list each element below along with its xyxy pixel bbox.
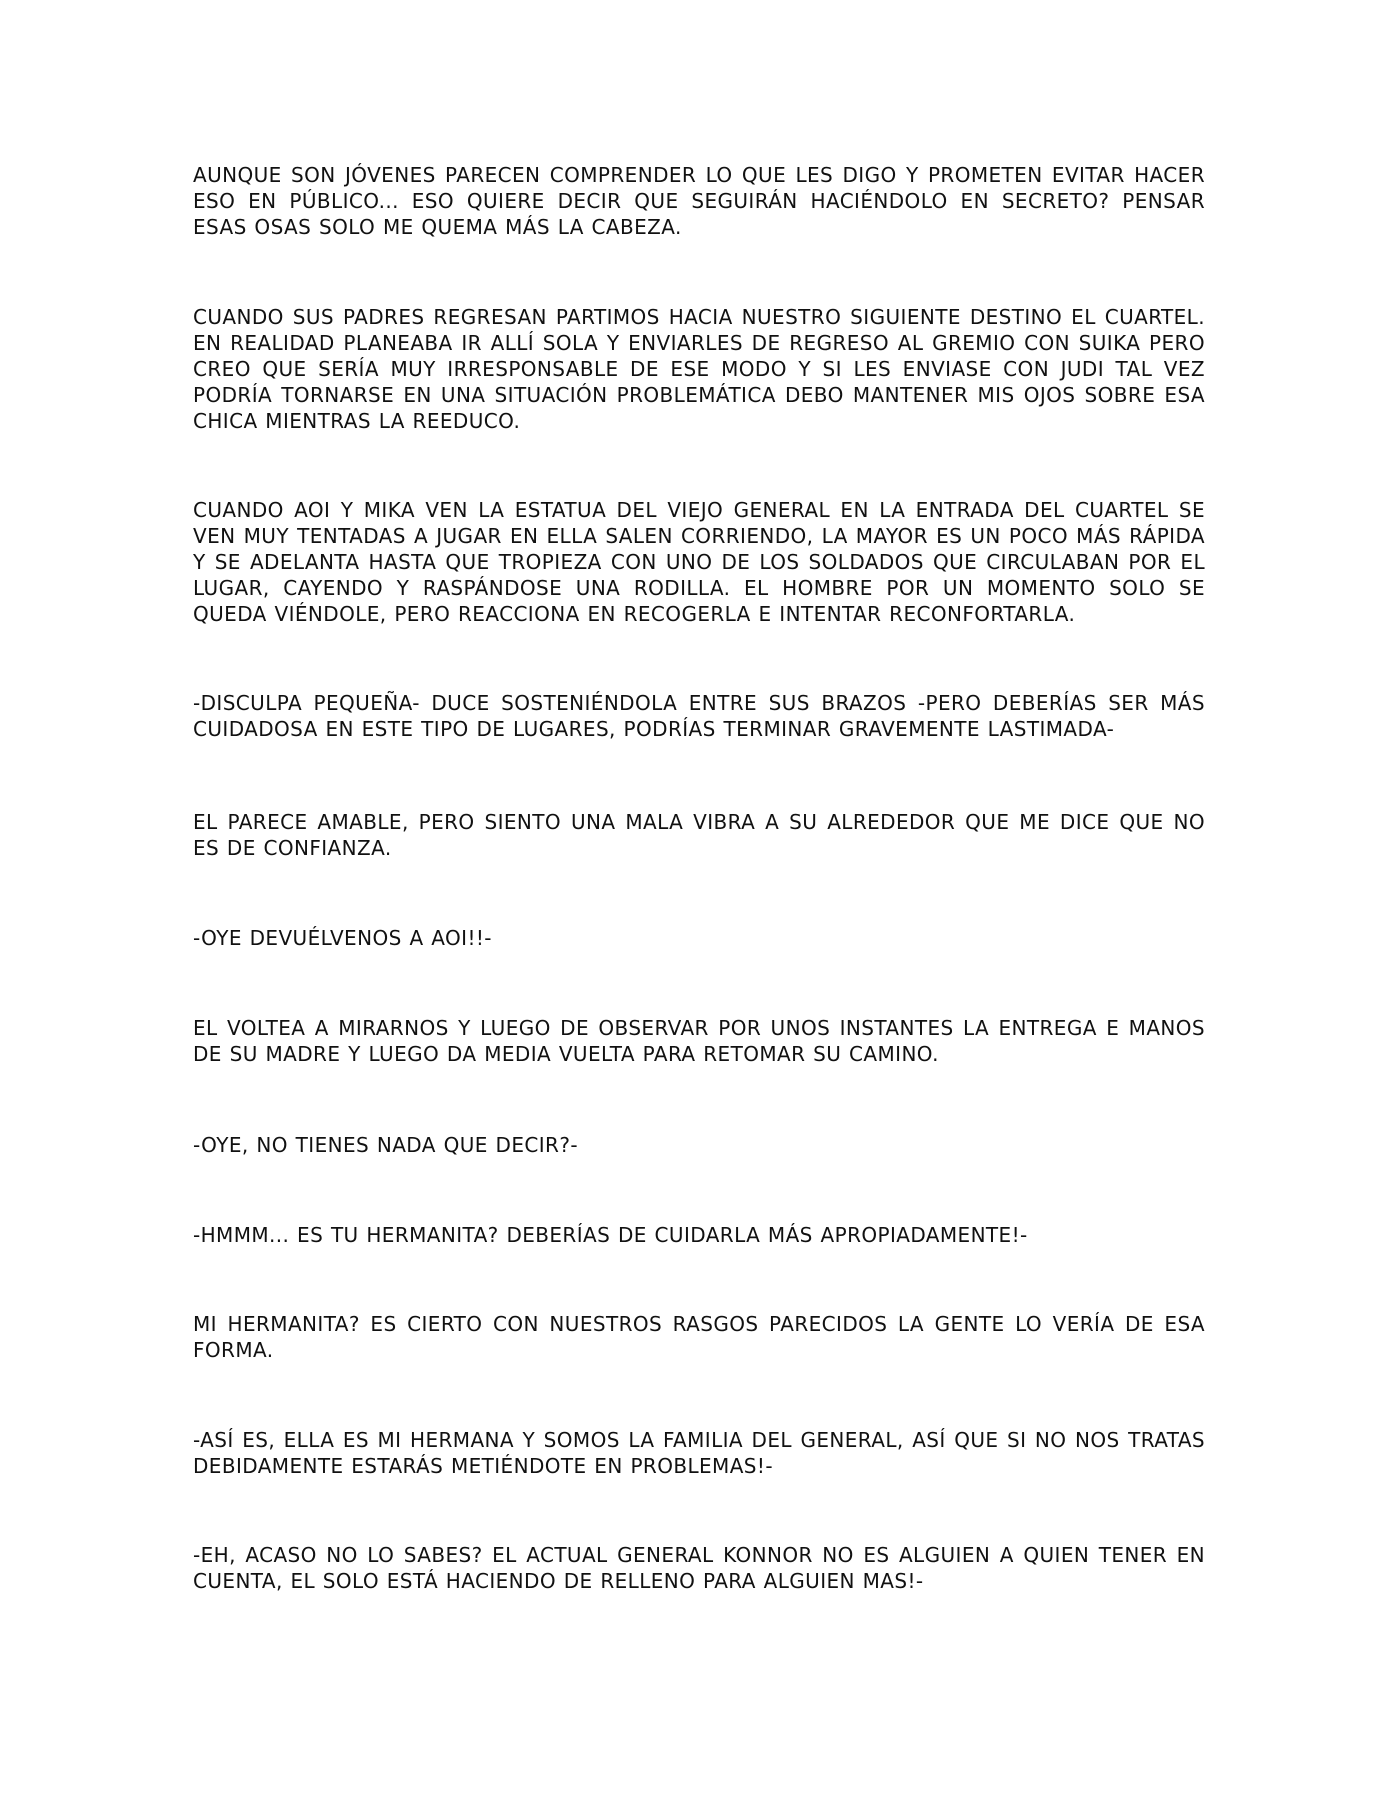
paragraph: EL VOLTEA A MIRARNOS Y LUEGO DE OBSERVAR POR UNOS INSTANTES LA ENTREGA E MANOS DE SU MADRE Y LUEGO DA MEDIA VUELTA PARA RETOMAR SU CAMINO. [193, 1016, 1205, 1066]
paragraph: -HMMM... ES TU HERMANITA? DEBERÍAS DE CUIDARLA MÁS APROPIADAMENTE!- [193, 1223, 1028, 1247]
paragraph: -EH, ACASO NO LO SABES? EL ACTUAL GENERAL KONNOR NO ES ALGUIEN A QUIEN TENER EN CUENTA, EL SOLO ESTÁ HACIENDO DE RELLENO PARA ALGUIEN MAS!- [193, 1543, 1205, 1593]
paragraph: -ASÍ ES, ELLA ES MI HERMANA Y SOMOS LA FAMILIA DEL GENERAL, ASÍ QUE SI NO NOS TRATAS DEBIDAMENTE ESTARÁS METIÉNDOTE EN PROBLEMAS!- [193, 1428, 1205, 1478]
paragraph: MI HERMANITA? ES CIERTO CON NUESTROS RASGOS PARECIDOS LA GENTE LO VERÍA DE ESA FORMA. [193, 1312, 1205, 1362]
paragraph: CUANDO SUS PADRES REGRESAN PARTIMOS HACIA NUESTRO SIGUIENTE DESTINO EL CUARTEL. EN REALIDAD PLANEABA IR ALLÍ SOLA Y ENVIARLES DE REGRESO AL GREMIO CON SUIKA PERO CREO QUE SERÍA MUY IRRESPONSABLE DE ESE MODO Y SI LES ENVIASE CON JUDI TAL VEZ PODRÍA TORNARSE EN UNA SITUACIÓN PROBLEMÁTICA DEBO MANTENER MIS OJOS SOBRE ESA CHICA MIENTRAS LA REEDUCO. [193, 305, 1205, 433]
paragraph: -OYE, NO TIENES NADA QUE DECIR?- [193, 1133, 578, 1157]
paragraph: EL PARECE AMABLE, PERO SIENTO UNA MALA VIBRA A SU ALREDEDOR QUE ME DICE QUE NO ES DE CONFIANZA. [193, 810, 1205, 860]
paragraph: -OYE DEVUÉLVENOS A AOI!!- [193, 926, 492, 950]
paragraph: -DISCULPA PEQUEÑA- DUCE SOSTENIÉNDOLA ENTRE SUS BRAZOS -PERO DEBERÍAS SER MÁS CUIDADOSA EN ESTE TIPO DE LUGARES, PODRÍAS TERMINAR GRAVEMENTE LASTIMADA- [193, 691, 1205, 741]
paragraph: CUANDO AOI Y MIKA VEN LA ESTATUA DEL VIEJO GENERAL EN LA ENTRADA DEL CUARTEL SE VEN MUY TENTADAS A JUGAR EN ELLA SALEN CORRIENDO, LA MAYOR ES UN POCO MÁS RÁPIDA Y SE ADELANTA HASTA QUE TROPIEZA CON UNO DE LOS SOLDADOS QUE CIRCULABAN POR EL LUGAR, CAYENDO Y RASPÁNDOSE UNA RODILLA. EL HOMBRE POR UN MOMENTO SOLO SE QUEDA VIÉNDOLE, PERO REACCIONA EN RECOGERLA E INTENTAR RECONFORTARLA. [193, 498, 1205, 626]
paragraph: AUNQUE SON JÓVENES PARECEN COMPRENDER LO QUE LES DIGO Y PROMETEN EVITAR HACER ESO EN PÚBLICO... ESO QUIERE DECIR QUE SEGUIRÁN HACIÉNDOLO EN SECRETO? PENSAR ESAS OSAS SOLO ME QUEMA MÁS LA CABEZA. [193, 163, 1205, 239]
